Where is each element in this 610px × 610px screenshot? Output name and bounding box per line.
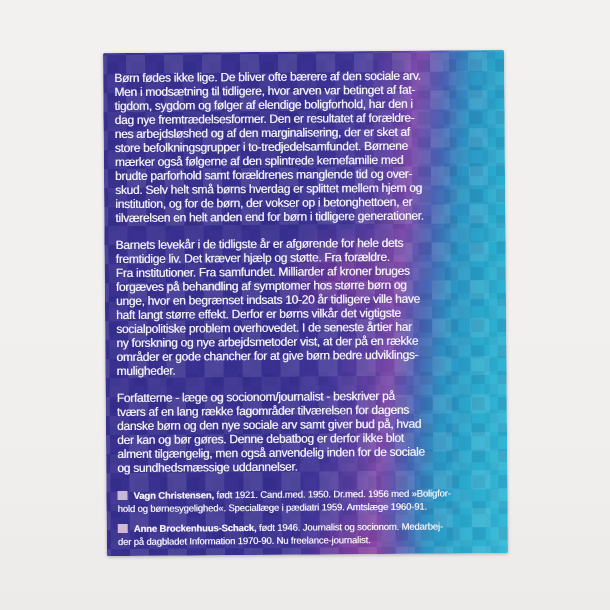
book-back-cover (103, 50, 508, 556)
square-bullet-icon (118, 524, 128, 533)
author-entry-anne-brockenhuus-schack (118, 520, 494, 549)
author-bio: født 1946. Journalist og socionom. Medarbej- der på dagbladet Information 1970-90. Nu freelance-journalist. (117, 521, 443, 549)
author-entry-vagn-christensen (117, 487, 493, 516)
paragraph-about-authors: Forfatterne - læge og socionom/journalist - beskriver på tværs af en lang række fagområder tilværelsen for dagens danske børn og den nye sociale arv samt giver bud på, hvad der kan og bør gøres. Denne debatbog er derfor ikke blot alment tilgængelig, men også anvendelig inden for de sociale og sundhedsmæssige uddannelser. (116, 388, 425, 476)
square-bullet-icon (117, 491, 127, 500)
paragraph-social-heritage: Børn fødes ikke lige. De bliver ofte bærere af den sociale arv. Men i modsætning til tidligere, hvor arven var betinget af fat- tigdom, sygdom og følger af elendige boligforhold, har den i dag nye fremtrædelsesformer. Den er resultatet af forældre- nes arbejdsløshed og af den marginalisering, der er sket af store befolkningsgrupper i to-tredjedelsamfundet. Børnene mærker også følgerne af den splintrede kernefamilie med brudte parforhold samt forældrenes manglende tid og over- skud. Selv helt små børns hverdag er splittet mellem hjem og institution, og for de børn, der vokser op i betonghettoen, er tilværelsen en helt anden end for børn i tidligere generationer. (114, 68, 424, 226)
paragraph-living-conditions: Barnets levekår i de tidligste år er afgørende for hele dets fremtidige liv. Det kræver hjælp og støtte. Fra forældre. Fra institutioner. Fra samfundet. Milliarder af kroner bruges forgæves på behandling af symptomer hos større børn og unge, hvor en begrænset indsats 10-20 år tidligere ville have haft langt større effekt. Derfor er børns vilkår det vigtigste socialpolitiske problem overhovedet. I de seneste årtier har ny forskning og nye arbejdsmetoder vist, at der på en række områder er gode chancher for at give børn bedre udviklings- muligheder. (115, 235, 420, 379)
author-bio: født 1921. Cand.med. 1950. Dr.med. 1956 med »Boligfor- hold og børnesygelighed«. Speciallæge i pædiatri 1959. Amtslæge 1960-91. (117, 488, 451, 516)
author-name: Vagn Christensen, (133, 490, 214, 502)
author-name: Anne Brockenhuus-Schack, (133, 522, 257, 535)
